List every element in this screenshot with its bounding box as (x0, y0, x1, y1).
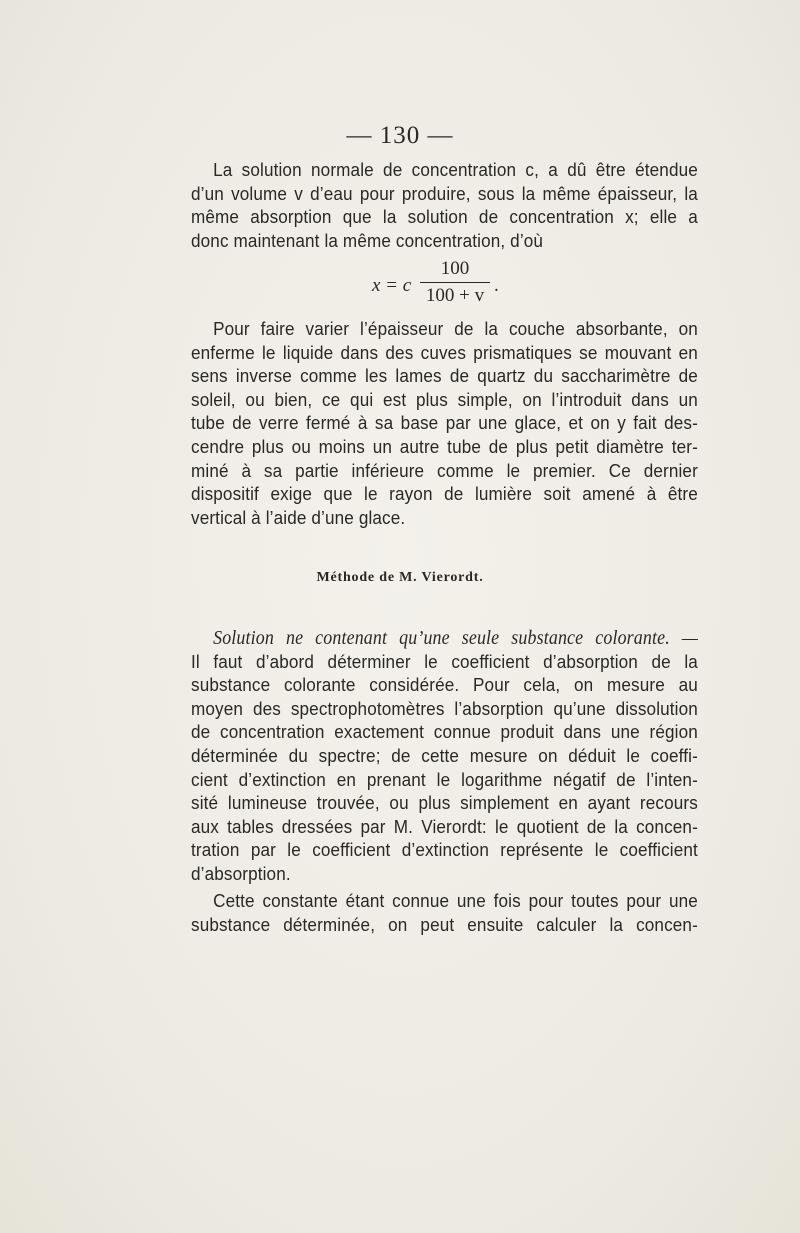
paragraph-3-line: d’absorption. (191, 862, 291, 884)
paragraph-2-line: dispositif exige que le rayon de lumière soit amené à être (191, 483, 698, 505)
paragraph-1-line: même absorption que la solution de concentration x; elle a (191, 206, 698, 228)
paragraph-3-line: déterminée du spectre; de cette mesure on déduit le coeffi- (191, 744, 698, 766)
paragraph-2-line: miné à sa partie inférieure comme le premier. Ce dernier (191, 459, 698, 481)
paragraph-3-line: aux tables dressées par M. Vierordt: le quotient de la concen- (191, 815, 698, 837)
paragraph-2-line: vertical à l’aide d’une glace. (191, 506, 406, 528)
paragraph-3-line: sité lumineuse trouvée, ou plus simplement en ayant recours (191, 792, 698, 814)
paragraph-2-line: Pour faire varier l’épaisseur de la couche absorbante, on (213, 318, 698, 339)
paragraph-1 (191, 158, 698, 252)
paragraph-3-line: Il faut d’abord déterminer le coefficient d’absorption de la (191, 650, 698, 672)
paragraph-3-lead-text: Solution ne contenant qu’une seule substance colorante. — (213, 628, 698, 649)
fraction-bar (420, 282, 490, 283)
paragraph-3 (191, 626, 698, 886)
concentration-formula (372, 258, 532, 308)
paragraph-2-line: cendre plus ou moins un autre tube de plus petit diamètre ter- (191, 435, 698, 457)
formula-end: . (494, 275, 499, 296)
paragraph-1-line: donc maintenant la même concentration, d’où (191, 229, 544, 251)
formula-denominator: 100 + v (425, 285, 485, 306)
paragraph-2-line: sens inverse comme les lames de quartz du saccharimètre de (191, 365, 698, 387)
page-number: — 130 — (346, 122, 454, 149)
paragraph-3-lead (191, 626, 698, 650)
formula-numerator: 100 (440, 258, 470, 279)
paragraph-4-line: Cette constante étant connue une fois pour toutes pour une (213, 890, 698, 911)
paragraph-3-line: cient d’extinction en prenant le logarithme négatif de l’inten- (191, 768, 698, 790)
paragraph-2 (191, 317, 698, 529)
paragraph-2-line: enferme le liquide dans des cuves prismatiques se mouvant en (191, 341, 698, 363)
paragraph-1-line: La solution normale de concentration c, a dû être étendue (213, 159, 698, 180)
paragraph-1-line: d’un volume v d’eau pour produire, sous la même épaisseur, la (191, 182, 698, 204)
paragraph-3-line: moyen des spectrophotomètres l’absorption qu’une dissolution (191, 697, 698, 719)
paragraph-3-line: tration par le coefficient d’extinction représente le coefficient (191, 839, 698, 861)
paragraph-4 (191, 889, 698, 936)
paragraph-3-line: substance colorante considérée. Pour cela, on mesure au (191, 674, 698, 696)
formula-lhs: x = c (372, 275, 412, 296)
section-heading: Méthode de M. Vierordt. (316, 570, 484, 585)
formula-fraction (420, 258, 490, 307)
paragraph-4-line: substance déterminée, on peut ensuite calculer la concen- (191, 913, 698, 935)
paragraph-3-line: de concentration exactement connue produit dans une région (191, 721, 698, 743)
paragraph-2-line: tube de verre fermé à sa base par une glace, et on y fait des- (191, 412, 698, 434)
paragraph-2-line: soleil, ou bien, ce qui est plus simple, on l’introduit dans un (191, 388, 698, 410)
